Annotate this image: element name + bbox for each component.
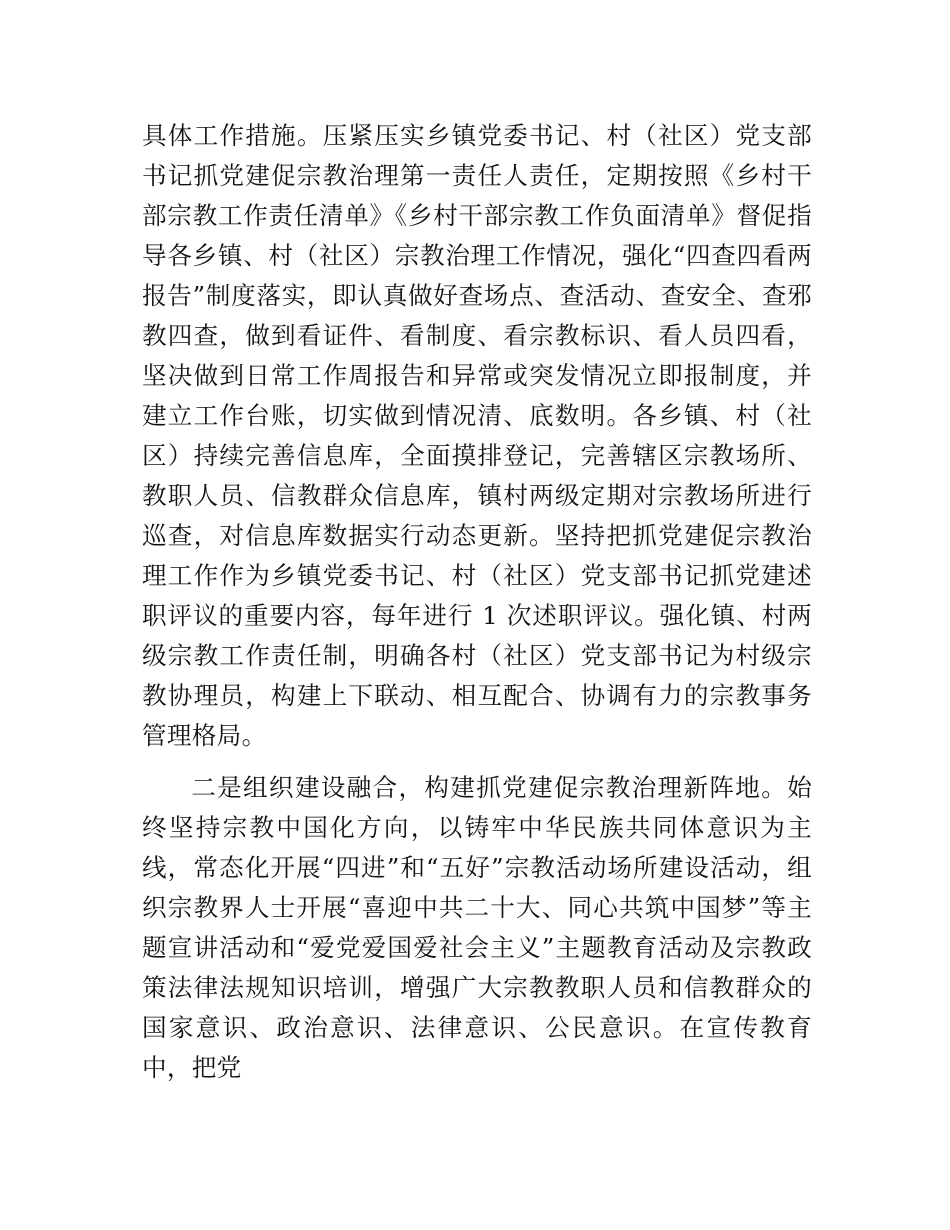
paragraph-organization-building: 二是组织建设融合，构建抓党建促宗教治理新阵地。始终坚持宗教中国化方向，以铸牢中华民族共同体意识为主线，常态化开展“四进”和“五好”宗教活动场所建设活动，组织宗教界人士开展“喜迎中共二十大、同心共筑中国梦”等主题宣讲活动和“爱党爱国爱社会主义”主题教育活动及宗教政策法律法规知识培训，增强广大宗教教职人员和信教群众的国家意识、政治意识、法律意识、公民意识。在宣传教育中，把党	[142, 773, 812, 1082]
document-body	[142, 116, 812, 1088]
paragraph-continued: 具体工作措施。压紧压实乡镇党委书记、村（社区）党支部书记抓党建促宗教治理第一责任人责任，定期按照《乡村干部宗教工作责任清单》《乡村干部宗教工作负面清单》督促指导各乡镇、村（社区）宗教治理工作情况，强化“四查四看两报告”制度落实，即认真做好查场点、查活动、查安全、查邪教四查，做到看证件、看制度、看宗教标识、看人员四看，坚决做到日常工作周报告和异常或突发情况立即报制度，并建立工作台账，切实做到情况清、底数明。各乡镇、村（社区）持续完善信息库，全面摸排登记，完善辖区宗教场所、教职人员、信教群众信息库，镇村两级定期对宗教场所进行巡查，对信息库数据实行动态更新。坚持把抓党建促宗教治理工作作为乡镇党委书记、村（社区）党支部书记抓党建述职评议的重要内容，每年进行 1 次述职评议。强化镇、村两级宗教工作责任制，明确各村（社区）党支部书记为村级宗教协理员，构建上下联动、相互配合、协调有力的宗教事务管理格局。	[142, 121, 812, 750]
